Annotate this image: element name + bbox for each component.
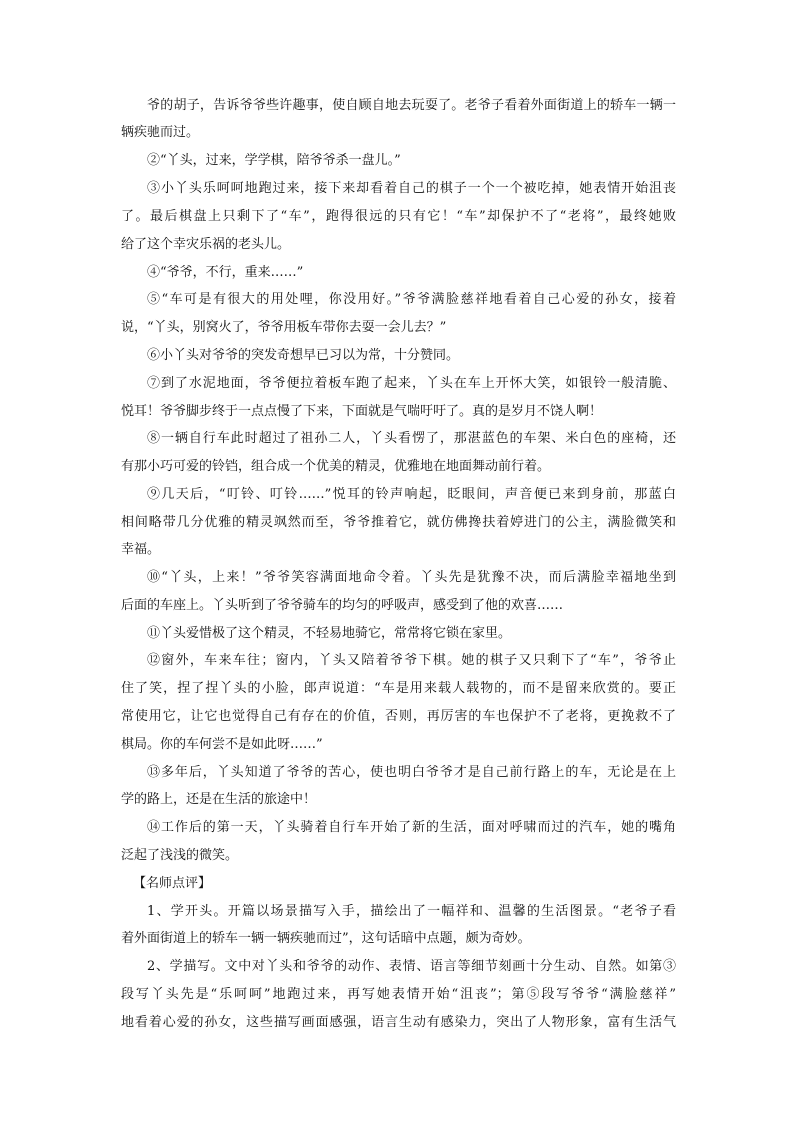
paragraph-line: 相间略带几分优雅的精灵飒然而至，爷爷推着它，就仿佛搀扶着婷进门的公主，满脸微笑和 [121,515,676,530]
paragraph-line: 说，“丫头，别窝火了，爷爷用板车带你去耍一会儿去？” [121,320,447,335]
paragraph-line: ⑬多年后，丫头知道了爷爷的苦心，使也明白爷爷才是自己前行路上的车，无论是在上 [147,765,676,780]
paragraph-line: 泛起了浅浅的微笑。 [121,848,239,863]
paragraph-line: 爷的胡子，告诉爷爷些许趣事，使自顾自地去玩耍了。老爷子看着外面街道上的轿车一辆一 [147,98,676,113]
paragraph-line: ⑫窗外，车来车往；窗内，丫头又陪着爷爷下棋。她的棋子又只剩下了“车”，爷爷止 [147,653,676,668]
paragraph-line: 辆疾驰而过。 [121,125,200,140]
paragraph-line: ⑪丫头爱惜极了这个精灵，不轻易地骑它，常常将它锁在家里。 [147,626,512,641]
paragraph-line: ④“爷爷，不行，重来……” [147,265,304,280]
paragraph-line: 有那小巧可爱的铃铛，组合成一个优美的精灵，优雅地在地面舞动前行着。 [121,459,551,474]
paragraph-line: 常使用它，让它也觉得自己有存在的价值，否则，再厉害的车也保护不了老将，更挽救不了 [121,709,676,724]
review-heading: 【名师点评】 [133,876,212,891]
paragraph-line: 给了这个幸灾乐祸的老头儿。 [121,237,291,252]
paragraph-line: 了。最后棋盘上只剩下了“车”，跑得很远的只有它！“车”却保护不了“老将”，最终她败 [121,209,676,224]
review-line: 地看着心爱的孙女，这些描写画面感强，语言生动有感染力，突出了人物形象，富有生活气 [121,1015,676,1030]
paragraph-line: ⑦到了水泥地面，爷爷便拉着板车跑了起来，丫头在车上开怀大笑，如银铃一般清脆、 [147,376,676,391]
paragraph-line: ⑭工作后的第一天，丫头骑着自行车开始了新的生活，面对呼啸而过的汽车，她的嘴角 [147,820,676,835]
paragraph-line: 幸福。 [121,542,161,557]
review-line: 1、学开头。开篇以场景描写入手，描绘出了一幅祥和、温馨的生活图景。“老爷子看 [147,904,676,919]
paragraph-line: ⑥小丫头对爷爷的突发奇想早已习以为常，十分赞同。 [147,348,460,363]
paragraph-line: 学的路上，还是在生活的旅途中！ [121,792,317,807]
paragraph-line: ⑤“车可是有很大的用处哩，你没用好。”爷爷满脸慈祥地看着自己心爱的孙女，接着 [147,292,676,307]
paragraph-line: 棋局。你的车何尝不是如此呀……” [121,737,323,752]
paragraph-line: 后面的车座上。丫头听到了爷爷骑车的均匀的呼吸声，感受到了他的欢喜…… [121,598,564,613]
review-line: 着外面街道上的轿车一辆一辆疾驰而过”，这句话暗中点题，颇为奇妙。 [121,931,531,946]
paragraph-line: ⑩“丫头，上来！”爷爷笑容满面地命令着。丫头先是犹豫不决，而后满脸幸福地坐到 [147,570,676,585]
paragraph-line: 住了笑，捏了捏丫头的小脸，郎声说道：“车是用来载人载物的，而不是留来欣赏的。要正 [121,681,676,696]
paragraph-line: ⑧一辆自行车此时超过了祖孙二人，丫头看愣了，那湛蓝色的车架、米白色的座椅，还 [147,431,676,446]
paragraph-line: ⑨几天后，“叮铃、叮铃……”悦耳的铃声响起，眨眼间，声音便已来到身前，那蓝白 [147,487,676,502]
review-line: 段写丫头先是“乐呵呵”地跑过来，再写她表情开始“沮丧”；第⑤段写爷爷“满脸慈祥” [121,987,676,1002]
paragraph-line: ②“丫头，过来，学学棋，陪爷爷杀一盘儿。” [147,153,401,168]
review-line: 2、学描写。文中对丫头和爷爷的动作、表情、语言等细节刻画十分生动、自然。如第③ [147,959,676,974]
paragraph-line: ③小丫头乐呵呵地跑过来，接下来却看着自己的棋子一个一个被吃掉，她表情开始沮丧 [147,181,676,196]
paragraph-line: 悦耳！爷爷脚步终于一点点慢了下来，下面就是气喘吁吁了。真的是岁月不饶人啊！ [121,404,603,419]
